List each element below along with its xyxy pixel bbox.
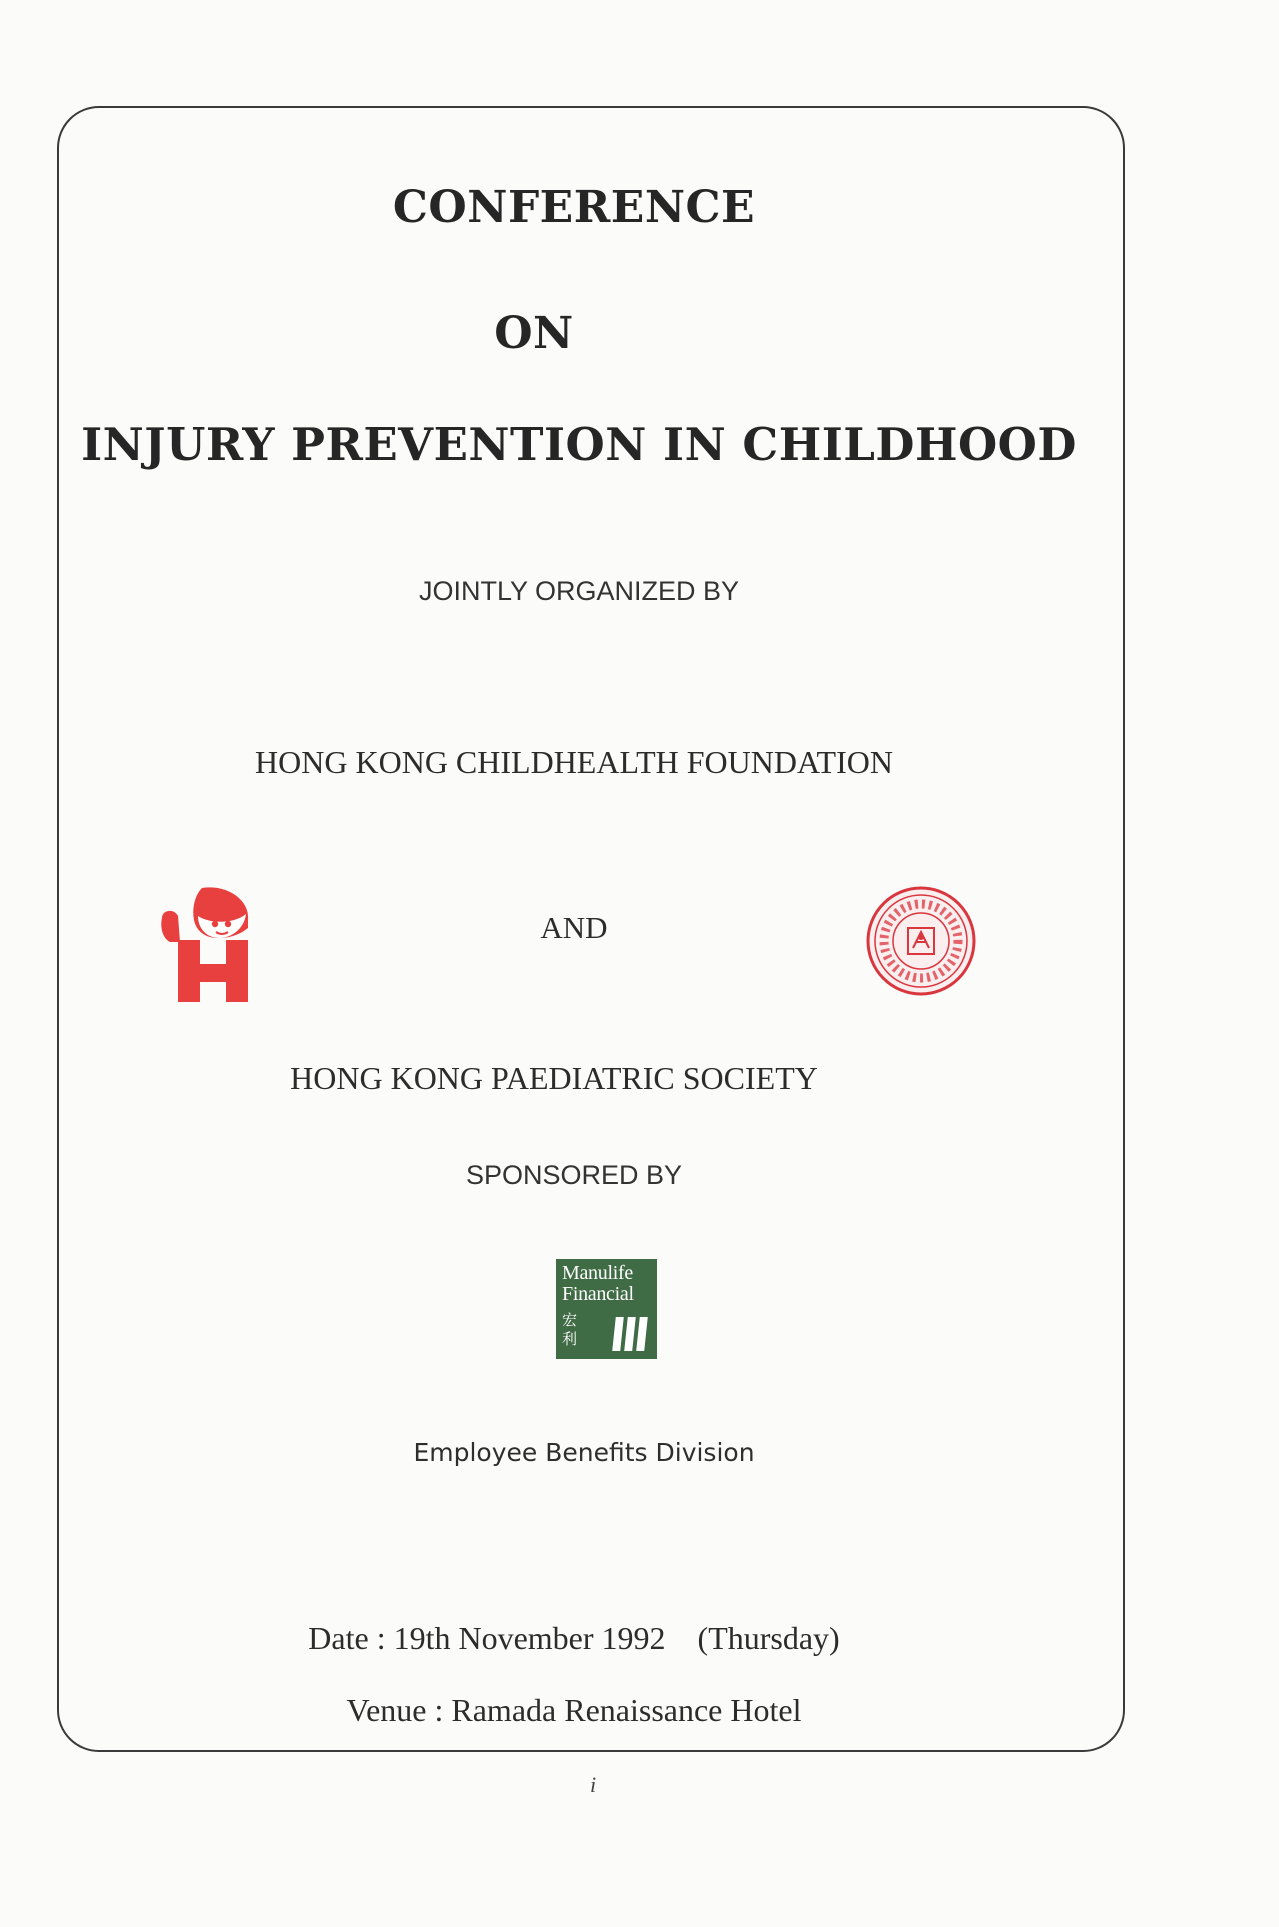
manulife-logo-text-1: Manulife [562, 1262, 633, 1284]
title-line-2: ON [494, 308, 574, 359]
title-line-1: CONFERENCE [392, 182, 756, 233]
page-number: i [589, 1772, 597, 1797]
manulife-logo-text-2: Financial [562, 1283, 634, 1305]
manulife-financial-logo [556, 1259, 657, 1359]
organizer-1: HONG KONG CHILDHEALTH FOUNDATION [255, 744, 893, 780]
manulife-logo-chinese-1: 宏 [562, 1311, 578, 1329]
event-date: Date : 19th November 1992 (Thursday) [308, 1620, 840, 1656]
hong-kong-paediatric-society-seal [866, 886, 976, 996]
manulife-logo-chinese-2: 利 [562, 1330, 578, 1348]
organizer-2: HONG KONG PAEDIATRIC SOCIETY [290, 1060, 818, 1096]
manulife-logo-mark [612, 1317, 648, 1351]
organizer-conjunction: AND [540, 910, 608, 945]
sponsored-by-heading: SPONSORED BY [465, 1160, 683, 1190]
event-venue: Venue : Ramada Renaissance Hotel [346, 1692, 802, 1728]
manulife-logo-chinese [562, 1311, 577, 1349]
title-line-3: INJURY PREVENTION IN CHILDHOOD [81, 418, 1077, 471]
organized-by-heading: JOINTLY ORGANIZED BY [418, 576, 740, 606]
sponsor-division: Employee Benefits Division [413, 1438, 755, 1467]
